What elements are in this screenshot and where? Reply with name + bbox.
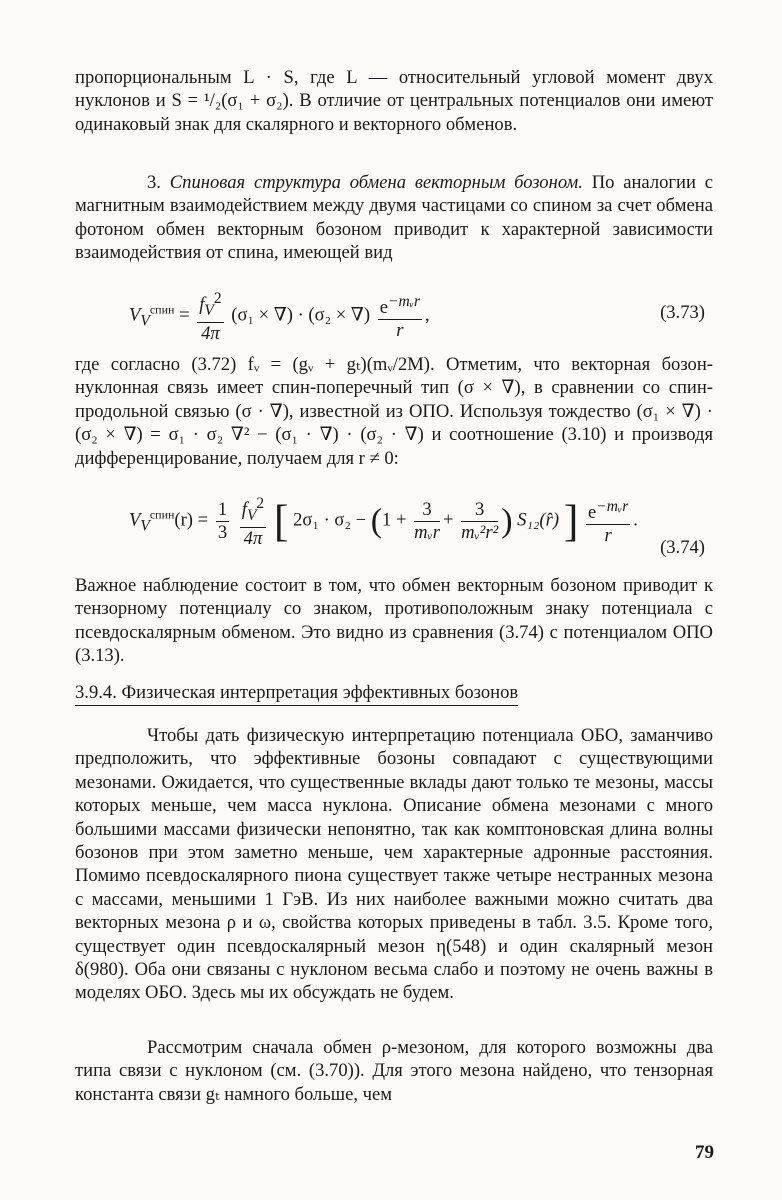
paragraph-last [75,1036,713,1106]
paragraph-after-3-74-text: Важное наблюдение состоит в том, что обмен векторным бозоном приводит к тензорному потенциалу со знаком, противоположным знаку потенциала с псевдоскалярным обменом. Это видно из сравнения (3.74) с потенциалом ОПО (3.13). [75,575,713,667]
paragraph-top [75,66,713,136]
paragraph-last-text: Рассмотрим сначала обмен ρ-мезоном, для которого возможны два типа связи с нуклоном (см. (3.70)). Для этого мезона найдено, что тензорная константа связи gₜ намного больше, чем [75,1037,713,1105]
section-3-paragraph [75,171,713,265]
paragraph-after-3-74 [75,574,713,668]
equation-3-73-number: (3.73) [660,302,705,323]
section-3-text [75,171,713,265]
section-3-number: 3. [147,172,161,193]
paragraph-after-3-73-text: где согласно (3.72) fᵥ = (gᵥ + gₜ)(mᵥ/2M). Отметим, что векторная бозон-нуклонная связь имеет спин-поперечный тип (σ × ∇), в сравнении со спин-продольной связью (σ · ∇), известной из ОПО. Используя тождество (σ₁ × ∇) · (σ₂ × ∇) = σ₁ · σ₂ ∇² − (σ₁ · ∇) · (σ₂ · ∇) и соотношение (3.10) и производя дифференцирование, получаем для r ≠ 0: [75,354,713,469]
equation-3-74-number: (3.74) [660,537,705,558]
section-3-title: Спиновая структура обмена векторным бозоном. [169,172,583,193]
section-3-body: По аналогии с магнитным взаимодействием между двумя частицами со спином за счет обмена фотоном обмен векторным бозоном приводит к характерной зависимости взаимодействия от спина, имеющей вид [75,172,713,264]
frac-exp-r: $\frac{e^{-mᵥr}}{r}$ [379,292,421,342]
equation-3-73-body: $V_V^{спин}$ = $\frac{f_V^2}{4\pi}$ (σ₁ × ∇) · (σ₂ × ∇) $\frac{e^{-mᵥr}}{r}$ , [129,290,430,344]
frac-fv-4pi: $\frac{f_V^2}{4\pi}$ [199,290,222,344]
paragraph-main [75,724,713,1005]
page-number: 79 [695,1142,714,1163]
paragraph-top-text: пропорциональным L · S, где L — относительный угловой момент двух нуклонов и S = ¹/₂(σ₁ + σ₂). В отличие от центральных потенциалов они имеют одинаковый знак для скалярного и векторного обменов. [75,67,713,135]
paragraph-after-3-73 [75,353,713,470]
section-heading-3-9-4: 3.9.4. Физическая интерпретация эффективных бозонов [75,682,518,706]
equation-3-74-body: $V_V^{спин}(r)$ = $\frac{1}{3}$ $\frac{f_V^2}{4\pi}$ [ 2σ₁ · σ₂ − (1 + $\frac{3}{\text{mᵥr}}$ + $\frac{3}{\text{mᵥ²r²}}$ ) S₁₂(r̂) ] $\frac{e^{-mᵥr}}{r}$ . [129,495,638,549]
paragraph-main-text: Чтобы дать физическую интерпретацию потенциала ОБО, заманчиво предположить, что эффективные бозоны совпадают с существующими мезонами. Ожидается, что существенные вклады дают только те мезоны, массы которых меньше, чем масса нуклона. Описание обмена мезонами с много большими массами физически непонятно, так как комптоновская длина волны бозонов при этом заметно меньше, чем характерные адронные расстояния. Помимо псевдоскалярного пиона существует также четыре нестранных мезона с массами, меньшими 1 ГэВ. Из них наиболее важными можно считать два векторных мезона ρ и ω, свойства которых приведены в табл. 3.5. Кроме того, существует один псевдоскалярный мезон η(548) и один скалярный мезон δ(980). Оба они связаны с нуклоном весьма слабо и поэтому не очень важны в моделях ОБО. Здесь мы их обсуждать не будем. [75,725,713,1004]
